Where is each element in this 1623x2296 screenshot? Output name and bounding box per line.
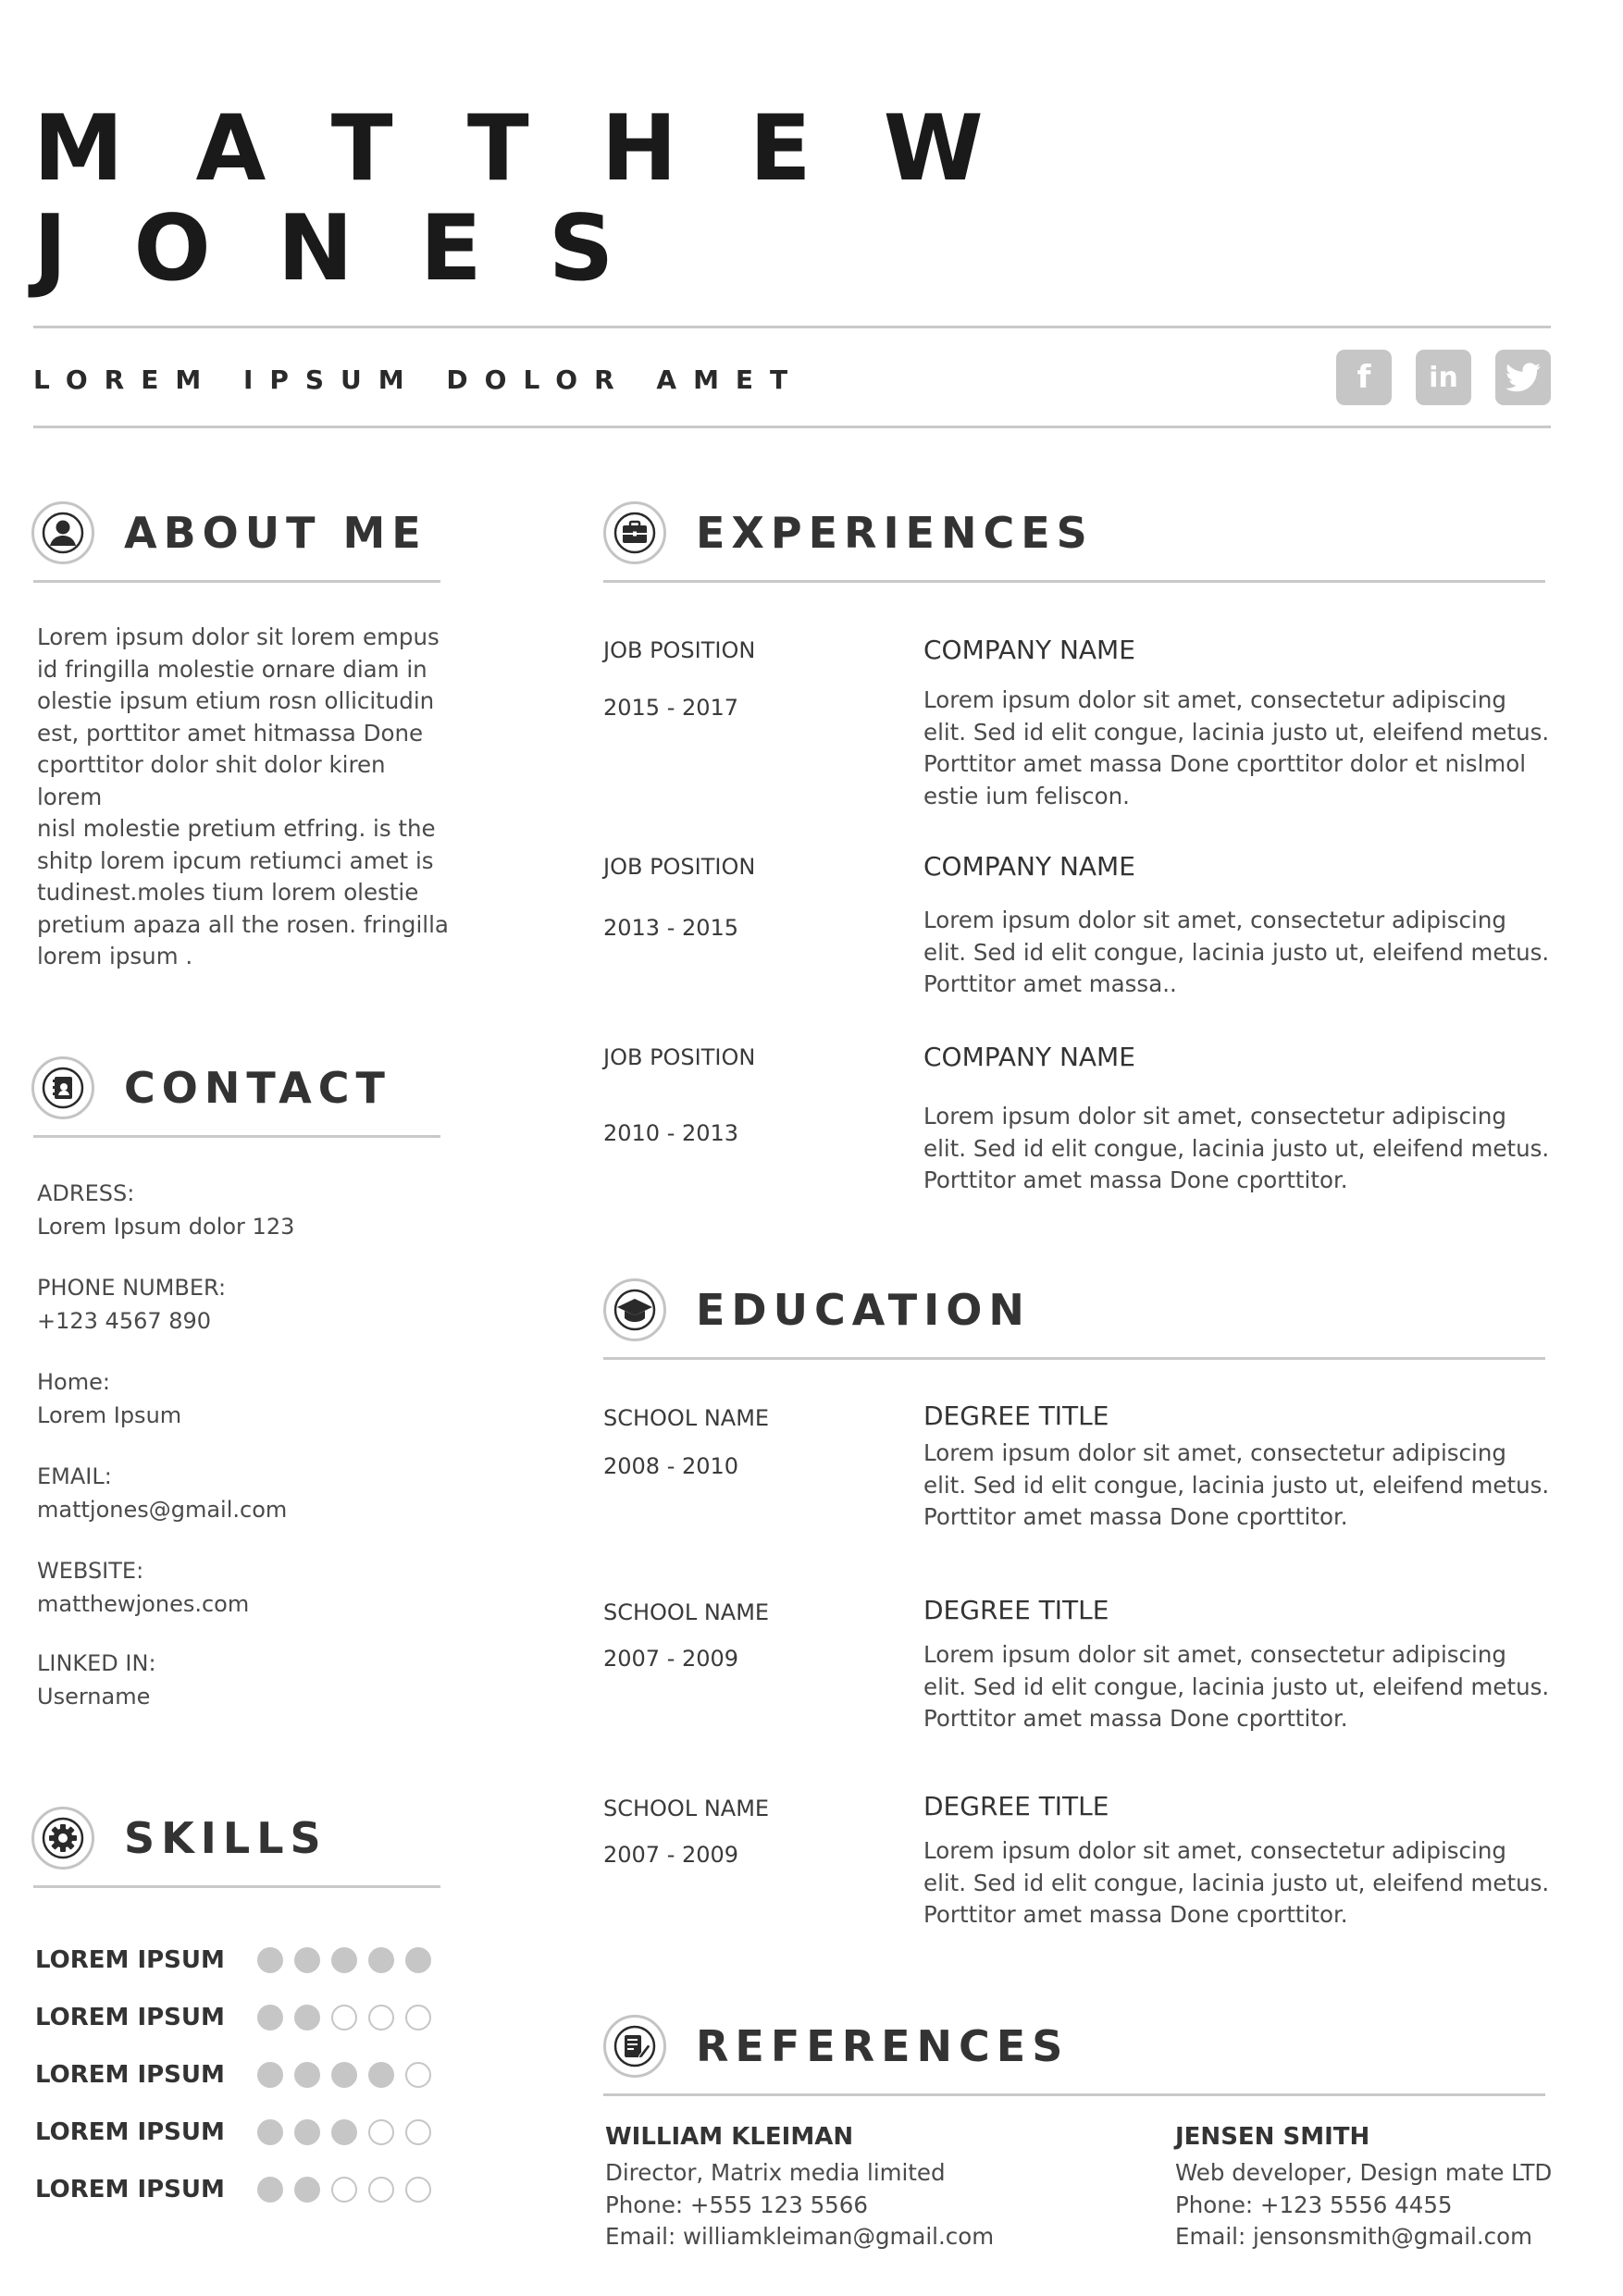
contact-value: Lorem Ipsum <box>37 1402 182 1428</box>
about-line: Lorem ipsum dolor sit lorem empus <box>37 623 440 650</box>
reference-card <box>605 2120 994 2253</box>
briefcase-icon <box>603 501 666 564</box>
about-line: tudinest.moles tium lorem olestie <box>37 879 419 906</box>
desc-line: elit. Sed id elit congue, lacinia justo ut, eleifend metus. <box>923 1673 1550 1700</box>
education-meta <box>603 1404 899 1480</box>
degree-title: DEGREE TITLE <box>923 1791 1109 1821</box>
skill-dot-empty <box>368 2177 394 2203</box>
contact-header <box>31 1056 391 1119</box>
contact-value: Lorem Ipsum dolor 123 <box>37 1214 295 1240</box>
skill-rating <box>257 1947 442 1973</box>
skills-title: SKILLS <box>124 1813 328 1863</box>
skill-dot-filled <box>331 2062 357 2088</box>
contact-label: ADRESS: <box>37 1180 135 1206</box>
contact-website <box>37 1554 249 1621</box>
address-book-icon <box>31 1056 94 1119</box>
education-detail <box>923 1401 1553 1534</box>
last-name: JONES <box>33 196 681 302</box>
education-title: EDUCATION <box>696 1285 1031 1335</box>
contact-phone <box>37 1271 226 1338</box>
skill-dot-empty <box>405 2062 431 2088</box>
job-years: 2010 - 2013 <box>603 1120 739 1146</box>
contact-label: Home: <box>37 1369 110 1395</box>
skill-dot-filled <box>294 2177 320 2203</box>
references-rule <box>603 2093 1545 2096</box>
about-line: shitp lorem ipcum retiumci amet is <box>37 846 434 874</box>
desc-line: Lorem ipsum dolor sit amet, consectetur adipiscing <box>923 1837 1506 1864</box>
skill-label: LOREM IPSUM <box>35 2061 225 2089</box>
desc-line: Porttitor amet massa Done cporttitor. <box>923 1705 1348 1732</box>
skill-dot-empty <box>331 2005 357 2031</box>
degree-title: DEGREE TITLE <box>923 1595 1109 1625</box>
references-header <box>603 2015 1069 2078</box>
skill-dot-filled <box>331 2119 357 2145</box>
experiences-title: EXPERIENCES <box>696 508 1094 558</box>
reference-email[interactable]: Email: williamkleiman@gmail.com <box>605 2223 995 2250</box>
skill-dot-filled <box>257 2062 283 2088</box>
skill-dot-filled <box>294 2062 320 2088</box>
reference-phone: Phone: +555 123 5566 <box>605 2191 868 2218</box>
skill-dot-filled <box>294 1947 320 1973</box>
references-title: REFERENCES <box>696 2021 1070 2071</box>
skill-label: LOREM IPSUM <box>35 2176 225 2203</box>
desc-line: Lorem ipsum dolor sit amet, consectetur adipiscing <box>923 1641 1506 1668</box>
reference-name: JENSEN SMITH <box>1175 2123 1370 2151</box>
skills-header <box>31 1807 328 1870</box>
skill-rating <box>257 2005 442 2031</box>
skill-dot-empty <box>368 2119 394 2145</box>
school-name: SCHOOL NAME <box>603 1599 770 1625</box>
skill-dot-empty <box>368 2005 394 2031</box>
tagline: LOREM IPSUM DOLOR AMET <box>33 364 805 395</box>
skill-label: LOREM IPSUM <box>35 1946 225 1974</box>
contact-label: WEBSITE: <box>37 1558 144 1584</box>
about-line: pretium apaza all the rosen. fringilla <box>37 910 449 938</box>
linkedin-icon[interactable] <box>1416 350 1471 405</box>
contact-rule <box>33 1135 440 1138</box>
education-detail <box>923 1595 1553 1735</box>
school-name: SCHOOL NAME <box>603 1405 770 1431</box>
skill-dot-empty <box>331 2177 357 2203</box>
experiences-header <box>603 501 1094 564</box>
skill-rating <box>257 2177 442 2203</box>
reference-phone: Phone: +123 5556 4455 <box>1175 2191 1453 2218</box>
job-years: 2013 - 2015 <box>603 915 739 941</box>
desc-line: estie ium feliscon. <box>923 782 1130 809</box>
about-line: nisl molestie pretium etfring. is the <box>37 815 436 842</box>
contact-value: Username <box>37 1684 151 1710</box>
experience-detail <box>923 851 1553 1001</box>
school-years: 2008 - 2010 <box>603 1453 739 1479</box>
header-bottom-rule <box>33 426 1551 428</box>
document-pen-icon <box>603 2015 666 2078</box>
skill-dot-filled <box>368 1947 394 1973</box>
skill-dot-filled <box>257 1947 283 1973</box>
skill-rating <box>257 2119 442 2145</box>
school-name: SCHOOL NAME <box>603 1796 770 1821</box>
school-years: 2007 - 2009 <box>603 1842 739 1868</box>
skill-dot-filled <box>257 2177 283 2203</box>
contact-title: CONTACT <box>124 1063 391 1113</box>
contact-value[interactable]: mattjones@gmail.com <box>37 1497 288 1523</box>
desc-line: Porttitor amet massa.. <box>923 970 1177 997</box>
skill-dot-empty <box>405 2119 431 2145</box>
reference-name: WILLIAM KLEIMAN <box>605 2123 854 2151</box>
gear-icon <box>31 1807 94 1870</box>
desc-line: elit. Sed id elit congue, lacinia justo ut, eleifend metus. <box>923 1134 1550 1162</box>
desc-line: elit. Sed id elit congue, lacinia justo ut, eleifend metus. <box>923 1869 1550 1896</box>
desc-line: Lorem ipsum dolor sit amet, consectetur adipiscing <box>923 686 1506 713</box>
about-rule <box>33 580 440 583</box>
skills-rule <box>33 1885 440 1888</box>
contact-home <box>37 1365 181 1432</box>
skill-dot-filled <box>294 2005 320 2031</box>
degree-description <box>923 1438 1553 1534</box>
skill-row <box>35 1946 442 1974</box>
skill-dot-filled <box>405 1947 431 1973</box>
job-position: JOB POSITION <box>603 1044 756 1070</box>
education-header <box>603 1278 1031 1341</box>
job-description <box>923 1101 1553 1197</box>
skill-dot-empty <box>405 2005 431 2031</box>
desc-line: elit. Sed id elit congue, lacinia justo ut, eleifend metus. <box>923 718 1550 746</box>
contact-email <box>37 1460 287 1526</box>
skill-label: LOREM IPSUM <box>35 2004 225 2031</box>
skill-dot-filled <box>331 1947 357 1973</box>
degree-title: DEGREE TITLE <box>923 1401 1109 1431</box>
desc-line: elit. Sed id elit congue, lacinia justo ut, eleifend metus. <box>923 938 1550 966</box>
job-description <box>923 685 1553 812</box>
desc-line: elit. Sed id elit congue, lacinia justo ut, eleifend metus. <box>923 1471 1550 1499</box>
company-name: COMPANY NAME <box>923 851 1135 882</box>
company-name: COMPANY NAME <box>923 635 1135 665</box>
about-line: olestie ipsum etium rosn ollicitudin <box>37 687 435 714</box>
experience-meta <box>603 853 899 942</box>
education-detail <box>923 1791 1553 1932</box>
skill-rating <box>257 2062 442 2088</box>
skill-dot-filled <box>368 2062 394 2088</box>
contact-label: EMAIL: <box>37 1463 112 1489</box>
user-icon <box>31 501 94 564</box>
first-name: MATTHEW <box>33 96 1056 202</box>
contact-address <box>37 1177 294 1243</box>
education-rule <box>603 1357 1545 1360</box>
twitter-bird-glyph <box>1505 363 1541 392</box>
graduation-cap-icon <box>603 1278 666 1341</box>
desc-line: Lorem ipsum dolor sit amet, consectetur adipiscing <box>923 907 1506 933</box>
contact-value: +123 4567 890 <box>37 1308 212 1334</box>
reference-card <box>1175 2120 1552 2253</box>
contact-linkedin <box>37 1647 156 1713</box>
skill-dot-filled <box>294 2119 320 2145</box>
job-description <box>923 905 1553 1001</box>
facebook-icon-label: f <box>1357 359 1371 396</box>
desc-line: Porttitor amet massa Done cporttitor. <box>923 1167 1348 1193</box>
experience-meta <box>603 1043 899 1147</box>
contact-label: PHONE NUMBER: <box>37 1275 227 1301</box>
company-name: COMPANY NAME <box>923 1042 1135 1072</box>
reference-role: Web developer, Design mate LTD <box>1175 2159 1553 2186</box>
about-line: id fringilla molestie ornare diam in <box>37 655 427 683</box>
desc-line: Lorem ipsum dolor sit amet, consectetur adipiscing <box>923 1439 1506 1466</box>
experience-detail <box>923 1042 1553 1197</box>
experiences-rule <box>603 580 1545 583</box>
school-years: 2007 - 2009 <box>603 1646 739 1672</box>
job-position: JOB POSITION <box>603 637 756 663</box>
education-meta <box>603 1795 899 1869</box>
about-title: ABOUT ME <box>124 508 427 558</box>
about-header <box>31 501 427 564</box>
skill-dot-filled <box>257 2119 283 2145</box>
skill-label: LOREM IPSUM <box>35 2118 225 2146</box>
desc-line: Porttitor amet massa Done cporttitor dolor et nislmol <box>923 750 1527 777</box>
header-top-rule <box>33 326 1551 328</box>
about-line: est, porttitor amet hitmassa Done <box>37 719 424 747</box>
experience-detail <box>923 635 1553 812</box>
degree-description <box>923 1835 1553 1932</box>
contact-label: LINKED IN: <box>37 1650 156 1676</box>
about-text <box>37 622 453 973</box>
twitter-icon[interactable] <box>1495 350 1551 405</box>
reference-email[interactable]: Email: jensonsmith@gmail.com <box>1175 2223 1532 2250</box>
experience-meta <box>603 636 899 722</box>
skill-row <box>35 2176 442 2203</box>
skill-row <box>35 2061 442 2089</box>
job-years: 2015 - 2017 <box>603 695 739 721</box>
skill-row <box>35 2004 442 2031</box>
skill-row <box>35 2118 442 2146</box>
job-position: JOB POSITION <box>603 854 756 880</box>
linkedin-icon-label: in <box>1429 361 1458 394</box>
skill-dot-empty <box>405 2177 431 2203</box>
degree-description <box>923 1639 1553 1735</box>
skill-dot-filled <box>257 2005 283 2031</box>
desc-line: Porttitor amet massa Done cporttitor. <box>923 1901 1348 1928</box>
reference-role: Director, Matrix media limited <box>605 2159 946 2186</box>
about-line: lorem ipsum . <box>37 943 193 969</box>
about-line: cporttitor dolor shit dolor kiren lorem <box>37 751 386 810</box>
desc-line: Lorem ipsum dolor sit amet, consectetur adipiscing <box>923 1103 1506 1129</box>
facebook-icon[interactable] <box>1336 350 1392 405</box>
education-meta <box>603 1599 899 1673</box>
contact-value[interactable]: matthewjones.com <box>37 1591 250 1617</box>
desc-line: Porttitor amet massa Done cporttitor. <box>923 1503 1348 1530</box>
